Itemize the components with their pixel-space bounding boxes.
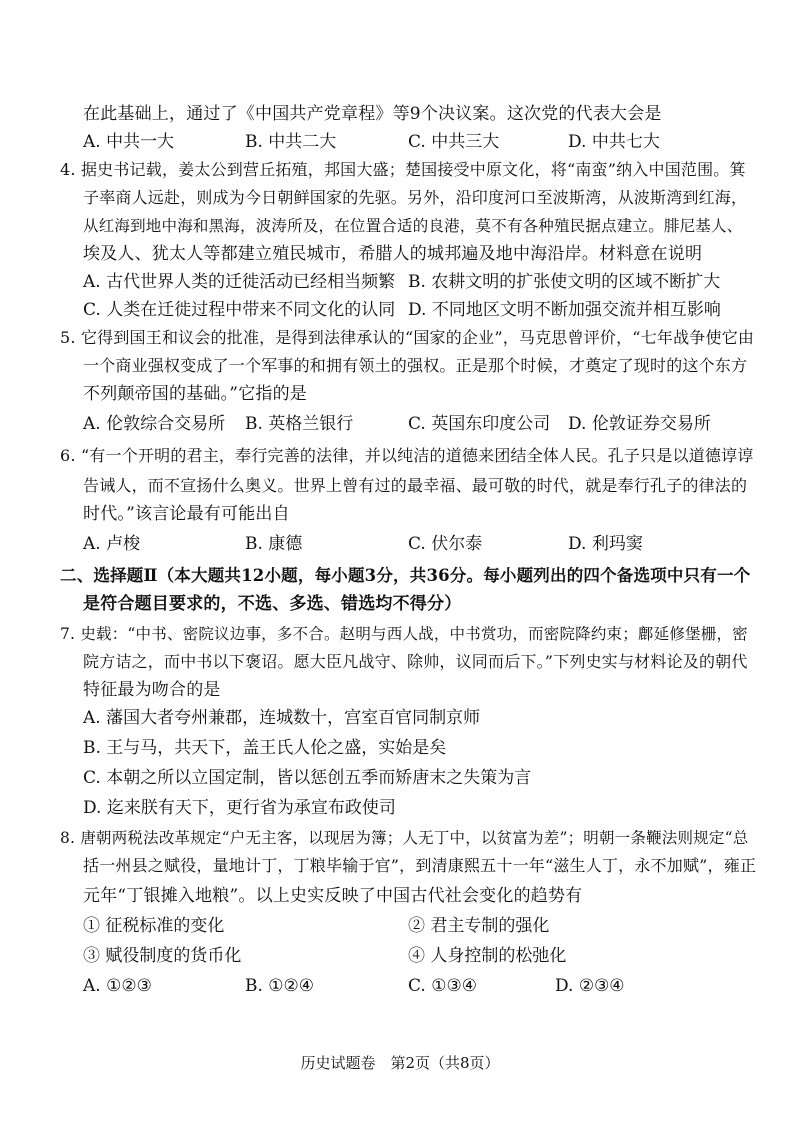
q7-line-3: 特征最为吻合的是 — [83, 680, 221, 700]
q4-line-2: 子率商人远赴，则成为今日朝鲜国家的先驱。另外，沿印度河口至波斯湾，从波斯湾到红海， — [83, 188, 748, 207]
q4-line-1: 4. 据史书记载，姜太公到营丘拓殖，邦国大盛；楚国接受中原文化，将“南蛮”纳入中国范围。箕 — [60, 160, 746, 179]
q8-option-c: C. ①③④ — [408, 976, 477, 996]
section2-header-line-1: 二、选择题Ⅱ（本大题共12小题，每小题3分，共36分。每小题列出的四个备选项中只有一个 — [60, 566, 751, 585]
q8-line-2: 括一州县之赋役，量地计丁，丁粮毕输于官”，到清康熙五十一年“滋生人丁，永不加赋”，雍正 — [83, 856, 757, 875]
q4-option-b: B. 农耕文明的扩张使文明的区域不断扩大 — [408, 272, 721, 292]
q5-option-d: D. 伦敦证券交易所 — [568, 414, 711, 434]
q8-item-4: ④ 人身控制的松弛化 — [408, 946, 567, 966]
q8-option-d: D. ②③④ — [555, 976, 625, 996]
q8-line-1: 8. 唐朝两税法改革规定“户无主客，以现居为簿；人无丁中，以贫富为差”；明朝一条鞭法则规定“总 — [60, 829, 749, 847]
q7-option-c: C. 本朝之所以立国定制，皆以惩创五季而矫唐末之失策为言 — [83, 768, 532, 788]
q4-line-3: 从红海到地中海和黑海，波涛所及，在位置合适的良港，莫不有各种殖民据点建立。腓尼基人、 — [83, 217, 743, 235]
q3-stem-end: 在此基础上，通过了《中国共产党章程》等9个决议案。这次党的代表大会是 — [83, 104, 662, 124]
q8-option-a: A. ①②③ — [83, 976, 152, 996]
q6-option-a: A. 卢梭 — [83, 534, 141, 554]
q8-item-2: ② 君主专制的强化 — [408, 916, 550, 936]
q6-line-2: 告诫人，而不宣扬什么奥义。世界上曾有过的最幸福、最可敬的时代，就是奉行孔子的律法的 — [83, 476, 748, 495]
q5-option-b: B. 英格兰银行 — [245, 414, 354, 434]
q7-option-d: D. 迄来朕有天下，更行省为承宣布政使司 — [83, 798, 396, 818]
section2-header-line-2: 是符合题目要求的，不选、多选、错选均不得分） — [83, 594, 462, 614]
q4-line-4: 埃及人、犹太人等都建立殖民城市，希腊人的城邦遍及地中海沿岸。材料意在说明 — [83, 244, 703, 264]
q6-line-3: 时代。”该言论最有可能出自 — [83, 504, 290, 524]
page-footer: 历史试题卷 第2页（共8页） — [300, 1054, 500, 1072]
q5-line-2: 一个商业强权变成了一个军事的和拥有领土的强权。正是那个时候，才奠定了现时的这个东方 — [83, 356, 748, 375]
q7-option-b: B. 王与马，共天下，盖王氏人伦之盛，实始是矣 — [83, 738, 447, 758]
q8-item-3: ③ 赋役制度的货币化 — [83, 946, 242, 966]
q5-line-3: 不列颠帝国的基础。”它指的是 — [83, 384, 307, 404]
q5-line-1: 5. 它得到国王和议会的批准，是得到法律承认的“国家的企业”，马克思曾评价，“七年战争使它由 — [60, 328, 755, 347]
q5-option-c: C. 英国东印度公司 — [408, 414, 551, 434]
q8-line-3: 元年“丁银摊入地粮”。以上史实反映了中国古代社会变化的趋势有 — [83, 886, 583, 906]
q8-option-b: B. ①②④ — [245, 976, 315, 996]
q4-option-a: A. 古代世界人类的迁徙活动已经相当频繁 — [83, 272, 396, 292]
q6-option-c: C. 伏尔泰 — [408, 534, 483, 554]
q3-option-b: B. 中共二大 — [245, 132, 337, 152]
q4-option-d: D. 不同地区文明不断加强交流并相互影响 — [408, 300, 721, 320]
q6-option-d: D. 利玛窦 — [568, 534, 643, 554]
q7-line-1: 7. 史载：“中书、密院议边事，多不合。赵明与西人战，中书赏功，而密院降约束；鄜延修堡栅，密 — [60, 625, 748, 643]
q3-option-c: C. 中共三大 — [408, 132, 500, 152]
q8-item-1: ① 征税标准的变化 — [83, 916, 225, 936]
q3-option-d: D. 中共七大 — [568, 132, 660, 152]
q7-line-2: 院方诘之，而中书以下褒诏。愿大臣凡战守、除帅，议同而后下。”下列史实与材料论及的朝代 — [83, 652, 748, 671]
q6-line-1: 6. “有一个开明的君主，奉行完善的法律，并以纯洁的道德来团结全体人民。孔子只是以道德谆谆 — [60, 446, 754, 465]
q7-option-a: A. 藩国大者夸州兼郡，连城数十，宫室百官同制京师 — [83, 708, 481, 728]
q5-option-a: A. 伦敦综合交易所 — [83, 414, 226, 434]
q4-option-c: C. 人类在迁徙过程中带来不同文化的认同 — [83, 300, 396, 320]
q6-option-b: B. 康德 — [245, 534, 303, 554]
q3-option-a: A. 中共一大 — [83, 132, 175, 152]
